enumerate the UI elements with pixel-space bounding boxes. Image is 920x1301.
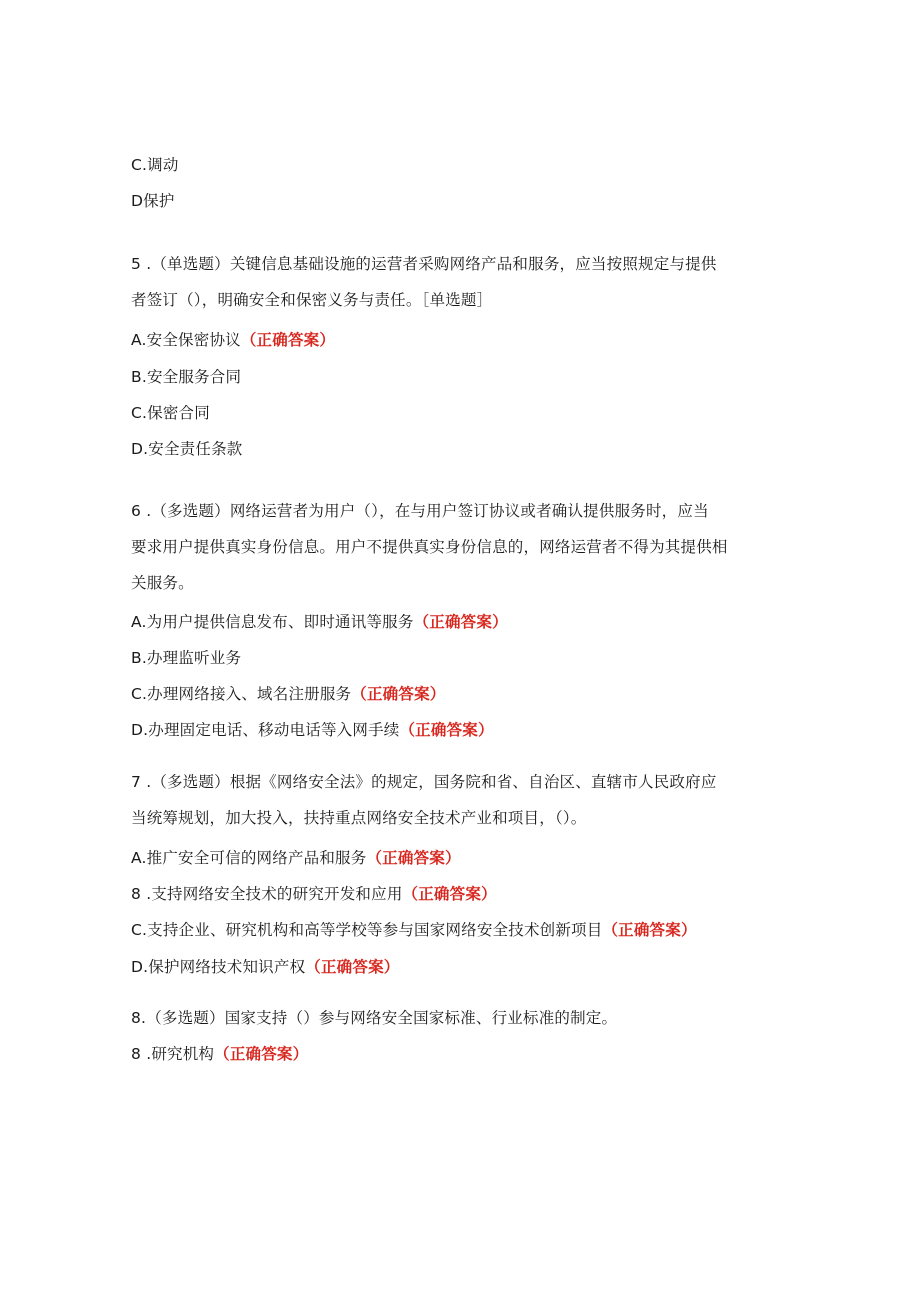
option-q7-d: D.保护网络技术知识产权（正确答案）	[131, 958, 400, 976]
question-6-stem-line-2: 要求用户提供真实身份信息。用户不提供真实身份信息的，网络运营者不得为其提供相	[131, 538, 728, 556]
question-6-stem-line-1: 6 .（多选题）网络运营者为用户（），在与用户签订协议或者确认提供服务时，应当	[131, 502, 709, 520]
question-7-stem-line-2: 当统筹规划，加大投入，扶持重点网络安全技术产业和项目，（）。	[131, 809, 587, 827]
correct-answer-mark: （正确答案）	[399, 721, 494, 739]
question-6-stem-line-3: 关服务。	[131, 574, 194, 592]
correct-answer-mark: （正确答案）	[240, 331, 336, 349]
correct-answer-mark: （正确答案）	[413, 613, 508, 631]
option-q5-d: D.安全责任条款	[131, 440, 243, 458]
correct-answer-mark: （正确答案）	[214, 1045, 309, 1063]
question-7-stem-line-1: 7 .（多选题）根据《网络安全法》的规定，国务院和省、自治区、直辖市人民政府应	[131, 773, 717, 791]
option-q5-b: B.安全服务合同	[131, 368, 242, 386]
correct-answer-mark: （正确答案）	[366, 849, 461, 867]
option-q4-d: D保护	[131, 192, 175, 210]
question-5-stem-line-2: 者签订（），明确安全和保密义务与责任。［单选题］	[131, 291, 493, 309]
option-q4-c: C.调动	[131, 156, 179, 174]
option-q7-a: A.推广安全可信的网络产品和服务（正确答案）	[131, 849, 461, 867]
correct-answer-mark: （正确答案）	[351, 685, 446, 703]
option-q6-b: B.办理监听业务	[131, 649, 242, 667]
option-q6-c: C.办理网络接入、域名注册服务（正确答案）	[131, 685, 446, 703]
option-q6-d: D.办理固定电话、移动电话等入网手续（正确答案）	[131, 721, 494, 739]
correct-answer-mark: （正确答案）	[305, 958, 400, 976]
correct-answer-mark: （正确答案）	[602, 921, 697, 939]
correct-answer-mark: （正确答案）	[402, 885, 497, 903]
option-q7-c: C.支持企业、研究机构和高等学校等参与国家网络安全技术创新项目（正确答案）	[131, 921, 697, 939]
option-q7-b: 8 .支持网络安全技术的研究开发和应用（正确答案）	[131, 885, 497, 903]
question-5-stem-line-1: 5 .（单选题）关键信息基础设施的运营者采购网络产品和服务，应当按照规定与提供	[131, 255, 717, 273]
option-q8-a: 8 .研究机构（正确答案）	[131, 1045, 309, 1063]
option-q5-c: C.保密合同	[131, 404, 210, 422]
option-q6-a: A.为用户提供信息发布、即时通讯等服务（正确答案）	[131, 613, 508, 631]
option-q5-a: A.安全保密协议（正确答案）	[131, 331, 336, 349]
question-8-stem-line-1: 8.（多选题）国家支持（）参与网络安全国家标准、行业标准的制定。	[131, 1009, 618, 1027]
